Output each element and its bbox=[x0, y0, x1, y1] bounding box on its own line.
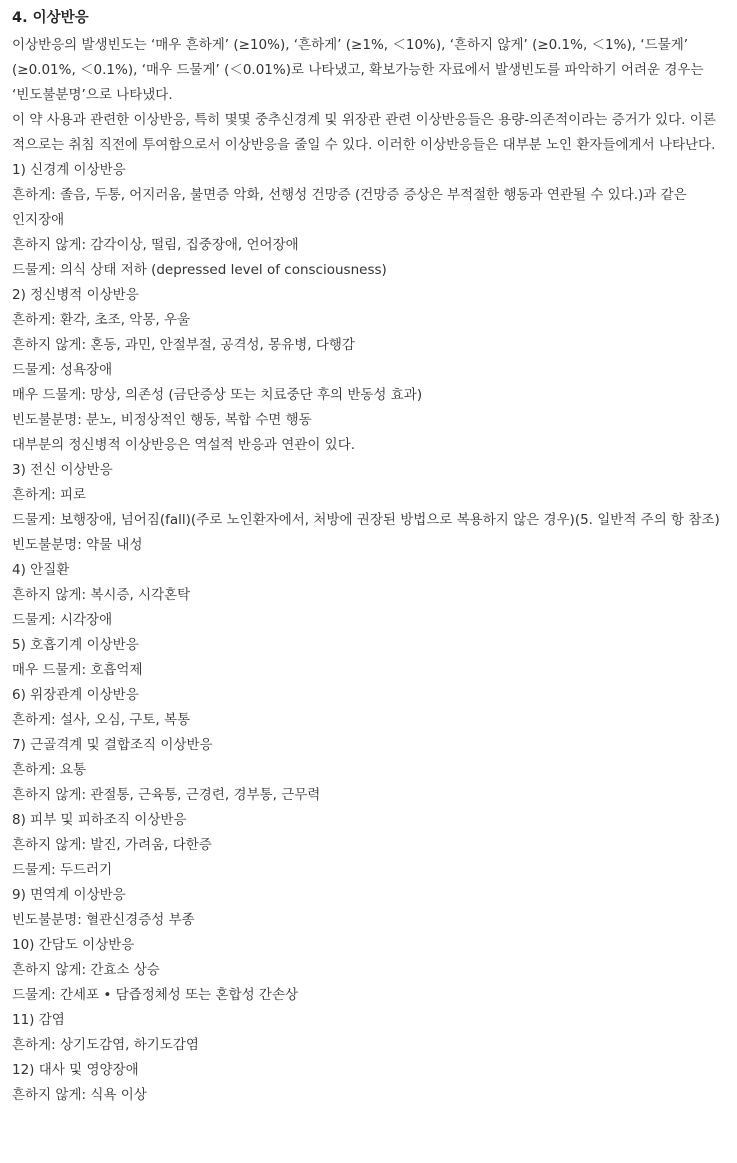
intro-paragraph: 이 약 사용과 관련한 이상반응, 특히 몇몇 중추신경계 및 위장관 관련 이상반응들은 용량-의존적이라는 증거가 있다. 이론적으로는 취침 직전에 투여함으로서 이상반응을 줄일 수 있다. 이러한 이상반응들은 대부분 노인 환자들에게서 나타난다. bbox=[12, 112, 716, 153]
list-item: 흔하게: 설사, 오심, 구토, 복통 bbox=[12, 712, 191, 728]
list-item: 드물게: 보행장애, 넘어짐(fall)(주로 노인환자에서, 처방에 권장된 방법으로 복용하지 않은 경우)(5. 일반적 주의 항 참조) bbox=[12, 512, 720, 528]
category-heading: 9) 면역계 이상반응 bbox=[12, 887, 126, 903]
list-item: 빈도불분명: 혈관신경증성 부종 bbox=[12, 912, 195, 928]
category-heading: 6) 위장관계 이상반응 bbox=[12, 687, 139, 703]
intro-paragraph: 이상반응의 발생빈도는 ‘매우 흔하게’ (≥10%), ‘흔하게’ (≥1%, ＜10%), ‘흔하지 않게’ (≥0.1%, ＜1%), ‘드물게’ (≥0.01%, ＜0.1%), ‘매우 드물게’ (＜0.01%)로 나타냈고, 확보가능한 자료에서 발생빈도를 파악하기 어려운 경우는 ‘빈도불분명’으로 나타냈다. bbox=[12, 37, 704, 103]
list-item: 흔하게: 졸음, 두통, 어지러움, 불면증 악화, 선행성 건망증 (건망증 증상은 부적절한 행동과 연관될 수 있다.)과 같은 인지장애 bbox=[12, 187, 687, 228]
list-item: 흔하지 않게: 간효소 상승 bbox=[12, 962, 160, 978]
list-item: 흔하게: 상기도감염, 하기도감염 bbox=[12, 1037, 199, 1053]
list-item: 드물게: 두드러기 bbox=[12, 862, 113, 878]
list-item: 매우 드물게: 호흡억제 bbox=[12, 662, 143, 678]
category-heading: 5) 호흡기계 이상반응 bbox=[12, 637, 139, 653]
list-item: 매우 드물게: 망상, 의존성 (금단증상 또는 치료중단 후의 반동성 효과) bbox=[12, 387, 423, 403]
list-item: 흔하지 않게: 복시증, 시각혼탁 bbox=[12, 587, 191, 603]
list-item: 드물게: 간세포 • 담즙정체성 또는 혼합성 간손상 bbox=[12, 987, 299, 1003]
list-item: 흔하게: 피로 bbox=[12, 487, 87, 503]
list-item: 흔하지 않게: 식욕 이상 bbox=[12, 1087, 147, 1103]
category-heading: 2) 정신병적 이상반응 bbox=[12, 287, 139, 303]
list-item: 드물게: 의식 상태 저하 (depressed level of consciousness) bbox=[12, 262, 387, 278]
category-heading: 1) 신경계 이상반응 bbox=[12, 162, 126, 178]
adverse-reaction-list bbox=[12, 158, 723, 1108]
list-item: 흔하지 않게: 발진, 가려움, 다한증 bbox=[12, 837, 212, 853]
category-heading: 7) 근골격계 및 결합조직 이상반응 bbox=[12, 737, 213, 753]
list-item: 흔하지 않게: 혼동, 과민, 안절부절, 공격성, 몽유병, 다행감 bbox=[12, 337, 355, 353]
list-item: 흔하게: 환각, 초조, 악몽, 우울 bbox=[12, 312, 191, 328]
list-item: 빈도불분명: 약물 내성 bbox=[12, 537, 143, 553]
category-heading: 8) 피부 및 피하조직 이상반응 bbox=[12, 812, 187, 828]
list-item: 드물게: 성욕장애 bbox=[12, 362, 113, 378]
section-title: 4. 이상반응 bbox=[12, 10, 89, 26]
list-item: 드물게: 시각장애 bbox=[12, 612, 113, 628]
category-heading: 11) 감염 bbox=[12, 1012, 65, 1028]
category-heading: 3) 전신 이상반응 bbox=[12, 462, 113, 478]
list-item: 흔하지 않게: 감각이상, 떨림, 집중장애, 언어장애 bbox=[12, 237, 299, 253]
category-heading: 4) 안질환 bbox=[12, 562, 70, 578]
list-item: 흔하게: 요통 bbox=[12, 762, 87, 778]
list-item: 흔하지 않게: 관절통, 근육통, 근경련, 경부통, 근무력 bbox=[12, 787, 321, 803]
list-item: 빈도불분명: 분노, 비정상적인 행동, 복합 수면 행동 bbox=[12, 412, 312, 428]
category-heading: 12) 대사 및 영양장애 bbox=[12, 1062, 139, 1078]
list-item: 대부분의 정신병적 이상반응은 역설적 반응과 연관이 있다. bbox=[12, 437, 356, 453]
category-heading: 10) 간담도 이상반응 bbox=[12, 937, 135, 953]
